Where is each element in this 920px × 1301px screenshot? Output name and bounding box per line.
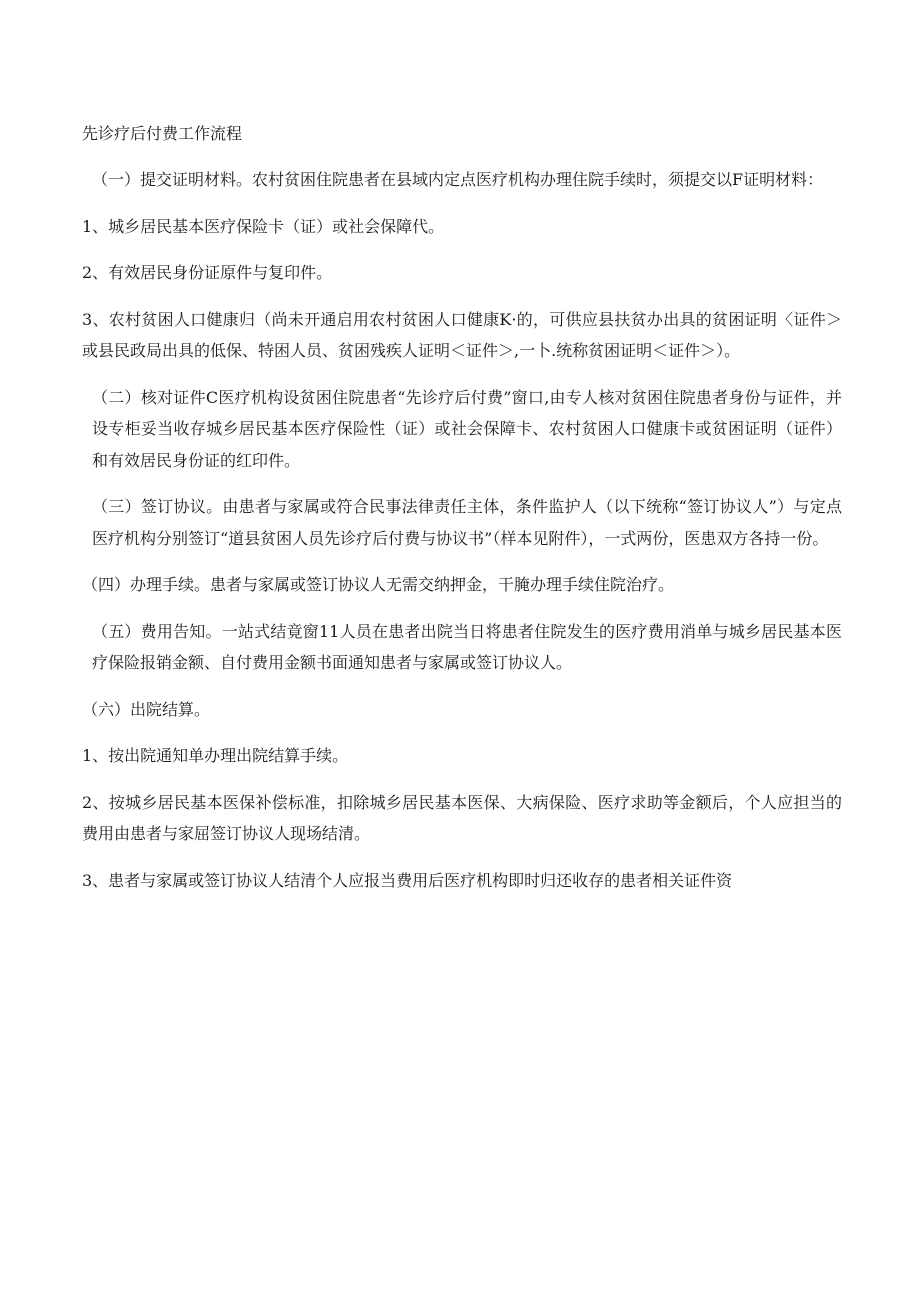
paragraph-cost-notice: （五）费用告知。一站式结竟窗11人员在患者出院当日将患者住院发生的医疗费用消单与城乡居民基本医疗保险报销金额、自付费用金额书面通知患者与家属或签订协议人。 (92, 621, 842, 672)
paragraph-item-1-insurance-card: 1、城乡居民基本医疗保险卡（证）或社会保障代。 (82, 216, 445, 236)
paragraph-settlement-item-3: 3、患者与家属或签订协议人结清个人应报当费用后医疗机构即时归还收存的患者相关证件资 (82, 870, 733, 890)
paragraph-item-2-id-card: 2、有效居民身份证原件与复印件。 (82, 263, 333, 282)
paragraph-discharge-settlement: （六）出院结算。 (82, 699, 211, 719)
paragraph-settlement-item-2: 2、按城乡居民基本医保补偿标准，扣除城乡居民基本医保、大病保险、医疗求助等金额后，个人应担当的费用由患者与家屈签订协议人现场结清。 (82, 792, 842, 843)
paragraph-verify-documents: （二）核对证件C医疗机构设贫困住院患者“先诊疗后付费”窗口,由专人核对贫困住院患者身份与证件，并设专柜妥当收存城乡居民基本医疗保险性（证）或社会保障卡、农村贫困人口健康卡或贫困证明（证件）和有效居民身份证的红印件。 (92, 387, 842, 470)
paragraph-sign-agreement: （三）签订协议。由患者与家属或符合民事法律责任主体，条件监护人（以下统称“签订协议人”）与定点医疗机构分别签订“道县贫困人员先诊疗后付费与协议书”（样本见附件），一式两份，医患双方各持一份。 (92, 497, 842, 548)
paragraph-item-3-poverty-proof: 3、农村贫困人口健康归（尚未开通启用农村贫困人口健康K·的，可供应县扶贫办出具的贫困证明〈证件＞或县民政局出具的低保、特困人员、贫困残疾人证明＜证件＞,一卜.统称贫困证明＜证件＞）。 (82, 309, 842, 360)
paragraph-procedures: （四）办理手续。患者与家属或签订协议人无需交纳押金，干腌办理手续住院治疗。 (82, 575, 675, 594)
document-title: 先诊疗后付费工作流程 (82, 124, 243, 143)
document-page (82, 119, 842, 911)
paragraph-settlement-item-1: 1、按出院通知单办理出院结算手续。 (82, 746, 349, 765)
paragraph-submit-materials: （一）提交证明材料。农村贫困住院患者在县域内定点医疗机构办理住院手续时，须提交以F证明材料： (92, 170, 824, 189)
